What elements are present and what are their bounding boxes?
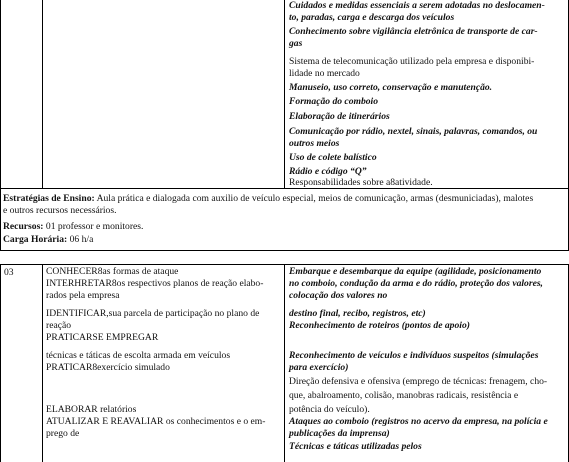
content-item: potência do veículo). <box>289 404 370 415</box>
content-item: Reconhecimento de roteiros (pontos de apoio) <box>289 320 470 331</box>
content-item: Direção defensiva e ofensiva (emprego de técnicas: frenagem, cho- <box>289 376 548 387</box>
objective-item: rados pela empresa <box>46 290 120 301</box>
resources-value: 01 professor e monitores. <box>45 221 144 232</box>
content-item: Uso de colete balístico <box>289 152 377 163</box>
objective-item: IDENTIFICAR,sua parcela de participação no plano de <box>46 308 260 319</box>
strategy-line-1 <box>3 193 533 205</box>
content-item: Elaboração de itinerários <box>289 111 390 122</box>
content-item: Responsabilidades sobre a8atividade. <box>289 177 433 188</box>
content-item: publicações da imprensa) <box>289 428 390 439</box>
objective-item: CONHECER8as formas de ataque <box>46 266 179 277</box>
hours-label: Carga Horária: <box>3 234 68 245</box>
section-number: 03 <box>4 267 14 278</box>
section-col-divider-1 <box>42 264 43 462</box>
top-col-divider-1 <box>42 0 43 189</box>
content-item: to, paradas, carga e descarga dos veículos <box>289 12 455 23</box>
content-item: Conhecimento sobre vigilância eletrônica de transporte de car- <box>289 26 538 37</box>
content-item: gas <box>289 38 303 49</box>
content-item: Rádio e código “Q” <box>289 166 367 177</box>
content-item: lidade no mercado <box>289 68 360 79</box>
content-item: Reconhecimento de veículos e indivíduos suspeitos (simulações <box>289 350 539 361</box>
content-item: Comunicação por rádio, nextel, sinais, palavras, comandos, ou <box>289 126 538 137</box>
objective-item: técnicas e táticas de escolta armada em veículos <box>46 350 231 361</box>
strategy-bottom-border <box>0 250 569 251</box>
content-item: para exercício) <box>289 362 349 373</box>
resources-label: Recursos: <box>3 221 44 232</box>
content-item: colocação dos valores no <box>289 290 388 301</box>
content-item: Formação do comboio <box>289 96 379 107</box>
content-item: no comboio, condução da arma e do rádio, proteção dos valores, <box>289 278 543 289</box>
objective-item: ATUALIZAR E REAVALIAR os conhecimentos e o em- <box>46 416 266 427</box>
content-item: Ataques ao comboio (registros no acervo da empresa, na polícia e <box>289 416 548 427</box>
top-left-border <box>0 0 1 189</box>
section-left-border <box>0 264 1 462</box>
objective-item: PRATICARSE EMPREGAR <box>46 332 159 343</box>
objective-item: ELABORAR relatórios <box>46 404 137 415</box>
objective-item: INTERHRETAR8os respectivos planos de reação elabo- <box>46 278 264 289</box>
hours-value: 06 h/a <box>69 234 94 245</box>
objective-item: PRATICAR8exercício simulado <box>46 362 170 373</box>
objective-item: reação <box>46 320 72 331</box>
strategy-left-border <box>0 188 1 251</box>
objective-item: prego de <box>46 428 80 439</box>
content-item: outros meios <box>289 138 340 149</box>
content-item: Técnicas e táticas utilizadas pelos <box>289 441 422 452</box>
top-col-divider-2 <box>284 0 285 189</box>
strategy-text: Aula prática e dialogada com auxilio de veículo especial, meios de comunicação, armas (desmuniciadas), malotes <box>96 193 534 204</box>
hours-line <box>3 234 93 246</box>
strategy-label: Estratégias de Ensino: <box>3 193 95 204</box>
content-item: Cuidados e medidas essenciais a serem adotadas no deslocamen- <box>289 0 545 11</box>
content-item: Embarque e desembarque da equipe (agilidade, posicionamento <box>289 266 542 277</box>
resources-line <box>3 221 143 233</box>
content-item: Manuseio, uso correto, conservação e manutenção. <box>289 82 493 93</box>
content-item: Sistema de telecomunicação utilizado pela empresa e disponibi- <box>289 56 535 67</box>
content-item: que, abalroamento, colisão, manobras radicais, resistência e <box>289 390 519 401</box>
content-item: destino final, recibo, registros, etc) <box>289 308 426 319</box>
strategy-line-2: e outros recursos necessários. <box>3 205 117 216</box>
section-col-divider-2 <box>284 264 285 462</box>
